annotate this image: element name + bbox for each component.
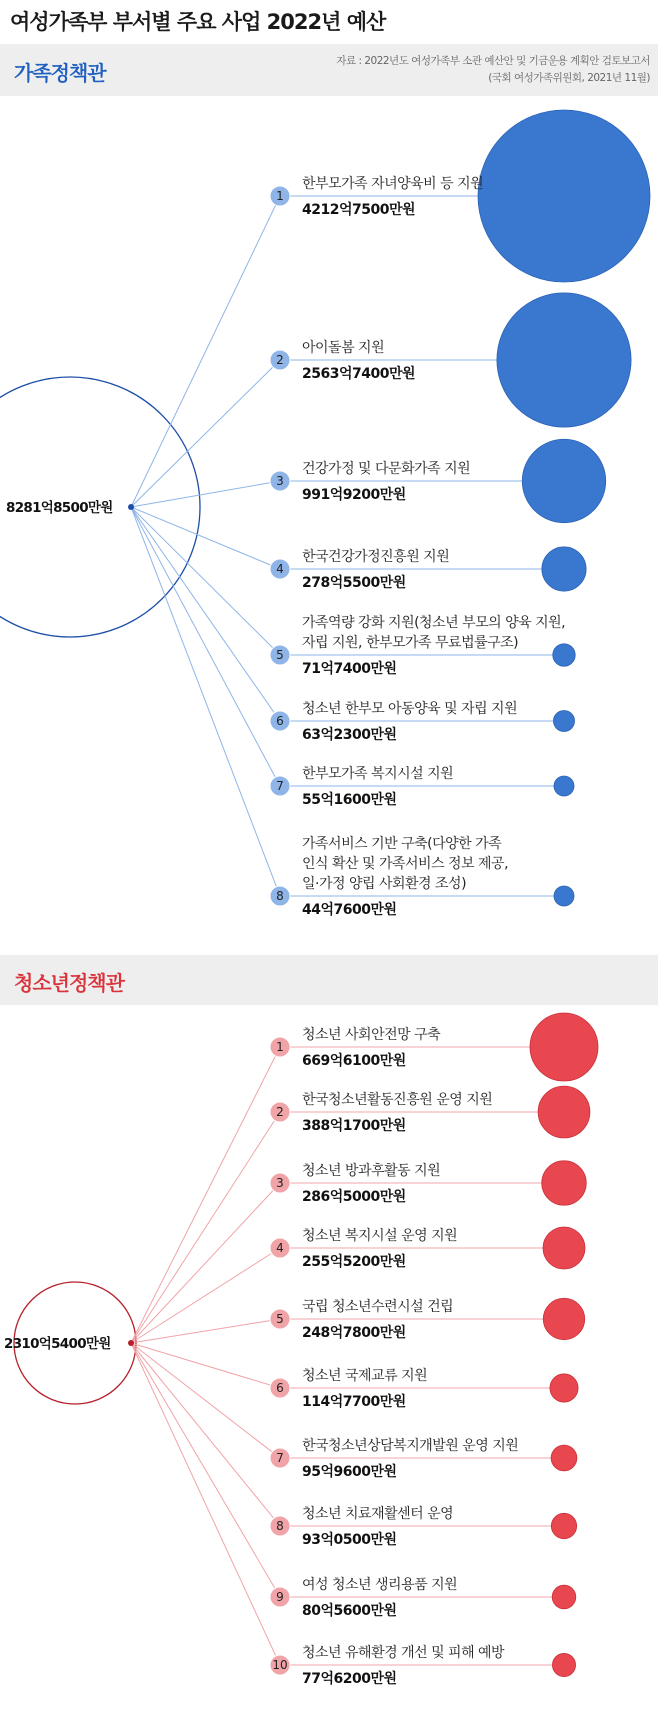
program-label: 한국청소년상담복지개발원 운영 지원 xyxy=(302,1438,519,1454)
connector-line xyxy=(131,507,280,721)
rank-number: 8 xyxy=(276,1519,284,1533)
program-label: 국립 청소년수련시설 건립 xyxy=(302,1299,454,1315)
connector-line xyxy=(131,1319,280,1343)
budget-bubble xyxy=(553,644,575,666)
budget-bubble xyxy=(538,1086,590,1138)
connector-line xyxy=(131,1343,280,1526)
rank-number: 10 xyxy=(272,1658,288,1672)
rank-number: 6 xyxy=(276,714,284,728)
program-label: 청소년 사회안전망 구축 xyxy=(302,1027,441,1043)
program-value-label: 991억9200만원 xyxy=(302,487,406,503)
program-value-label: 95억9600만원 xyxy=(302,1464,397,1480)
program-label: 청소년 복지시설 운영 지원 xyxy=(302,1228,458,1244)
program-value-label: 93억0500만원 xyxy=(302,1532,397,1548)
program-label: 청소년 방과후활동 지원 xyxy=(302,1163,441,1179)
rank-number: 4 xyxy=(276,562,284,576)
budget-bubble xyxy=(522,439,605,522)
total-value-label: 8281억8500만원 xyxy=(6,500,113,516)
program-label: 자립 지원, 한부모가족 무료법률구조) xyxy=(302,635,519,651)
rank-number: 5 xyxy=(276,1312,284,1326)
rank-number: 9 xyxy=(276,1590,284,1604)
rank-number: 2 xyxy=(276,1105,284,1119)
budget-bubble xyxy=(497,293,631,427)
program-value-label: 77억6200만원 xyxy=(302,1671,397,1687)
budget-bubble xyxy=(554,886,574,906)
program-label: 건강가정 및 다문화가족 지원 xyxy=(302,461,471,477)
source-line-2: (국회 여성가족위원회, 2021년 11월) xyxy=(488,72,650,84)
source-note xyxy=(336,53,650,87)
rank-number: 8 xyxy=(276,889,284,903)
program-label: 여성 청소년 생리용품 지원 xyxy=(302,1577,458,1593)
program-label: 한부모가족 복지시설 지원 xyxy=(302,766,454,782)
rank-number: 3 xyxy=(276,474,284,488)
budget-bubble xyxy=(554,776,574,796)
program-value-label: 2563억7400만원 xyxy=(302,366,416,382)
program-label: 청소년 국제교류 지원 xyxy=(302,1368,428,1384)
budget-bubble xyxy=(543,1298,584,1339)
connector-line xyxy=(131,196,280,507)
rank-number: 2 xyxy=(276,353,284,367)
rank-number: 1 xyxy=(276,189,284,203)
rank-number: 1 xyxy=(276,1040,284,1054)
program-label: 아이돌봄 지원 xyxy=(302,340,385,356)
program-value-label: 4212억7500만원 xyxy=(302,202,416,218)
program-value-label: 80억5600만원 xyxy=(302,1603,397,1619)
program-value-label: 248억7800만원 xyxy=(302,1325,406,1341)
program-value-label: 44억7600만원 xyxy=(302,902,397,918)
hub-dot xyxy=(128,1340,134,1346)
connector-line xyxy=(131,507,280,655)
program-label: 인식 확산 및 가족서비스 정보 제공, xyxy=(302,856,509,872)
program-label: 일·가정 양립 사회환경 조성) xyxy=(302,876,467,892)
program-value-label: 71억7400만원 xyxy=(302,661,397,677)
source-line-1: 자료 : 2022년도 여성가족부 소관 예산안 및 기금운용 계획안 검토보고서 xyxy=(336,55,650,67)
program-value-label: 114억7700만원 xyxy=(302,1394,406,1410)
budget-bubble xyxy=(550,1374,578,1402)
program-label: 가족역량 강화 지원(청소년 부모의 양육 지원, xyxy=(302,615,566,631)
budget-bubble xyxy=(551,1445,577,1471)
rank-number: 6 xyxy=(276,1381,284,1395)
program-label: 가족서비스 기반 구축(다양한 가족 xyxy=(302,836,502,852)
connector-line xyxy=(131,1112,280,1343)
budget-bubble xyxy=(553,710,574,731)
connector-line xyxy=(131,507,280,786)
program-label: 한국건강가정진흥원 지원 xyxy=(302,549,450,565)
program-value-label: 388억1700만원 xyxy=(302,1118,406,1134)
program-label: 청소년 한부모 아동양육 및 자립 지원 xyxy=(302,701,518,717)
connector-line xyxy=(131,507,280,896)
budget-bubble xyxy=(543,1227,585,1269)
program-value-label: 63억2300만원 xyxy=(302,727,397,743)
rank-number: 5 xyxy=(276,648,284,662)
budget-bubble xyxy=(530,1013,598,1081)
program-value-label: 55억1600만원 xyxy=(302,792,397,808)
connector-line xyxy=(131,1183,280,1343)
program-value-label: 669억6100만원 xyxy=(302,1053,406,1069)
budget-bubble xyxy=(542,1161,586,1205)
connector-line xyxy=(131,507,280,569)
program-value-label: 255억5200만원 xyxy=(302,1254,406,1270)
hub-dot xyxy=(128,504,134,510)
program-label: 청소년 치료재활센터 운영 xyxy=(302,1506,454,1522)
budget-bubble xyxy=(478,110,650,282)
program-label: 청소년 유해환경 개선 및 피해 예방 xyxy=(302,1645,505,1661)
rank-number: 7 xyxy=(276,779,284,793)
budget-bubble xyxy=(542,547,586,591)
family-budget-chart xyxy=(0,96,658,936)
rank-number: 4 xyxy=(276,1241,284,1255)
budget-bubble xyxy=(552,1653,575,1676)
connector-line xyxy=(131,1047,280,1343)
rank-number: 7 xyxy=(276,1451,284,1465)
youth-section-header xyxy=(0,955,658,1005)
family-section-header xyxy=(0,44,658,96)
connector-line xyxy=(131,1248,280,1343)
youth-section-title: 청소년정책관 xyxy=(14,971,124,995)
program-value-label: 278억5500만원 xyxy=(302,575,406,591)
budget-bubble xyxy=(551,1513,576,1538)
budget-bubble xyxy=(552,1585,576,1609)
program-label: 한국청소년활동진흥원 운영 지원 xyxy=(302,1092,493,1108)
total-value-label: 2310억5400만원 xyxy=(4,1336,111,1352)
connector-line xyxy=(131,1343,280,1665)
family-section-title: 가족정책관 xyxy=(14,61,106,85)
rank-number: 3 xyxy=(276,1176,284,1190)
program-value-label: 286억5000만원 xyxy=(302,1189,406,1205)
youth-budget-chart xyxy=(0,1005,658,1709)
connector-line xyxy=(131,1343,280,1458)
program-label: 한부모가족 자녀양육비 등 지원 xyxy=(302,176,484,192)
page-title: 여성가족부 부서별 주요 사업 2022년 예산 xyxy=(10,10,386,34)
